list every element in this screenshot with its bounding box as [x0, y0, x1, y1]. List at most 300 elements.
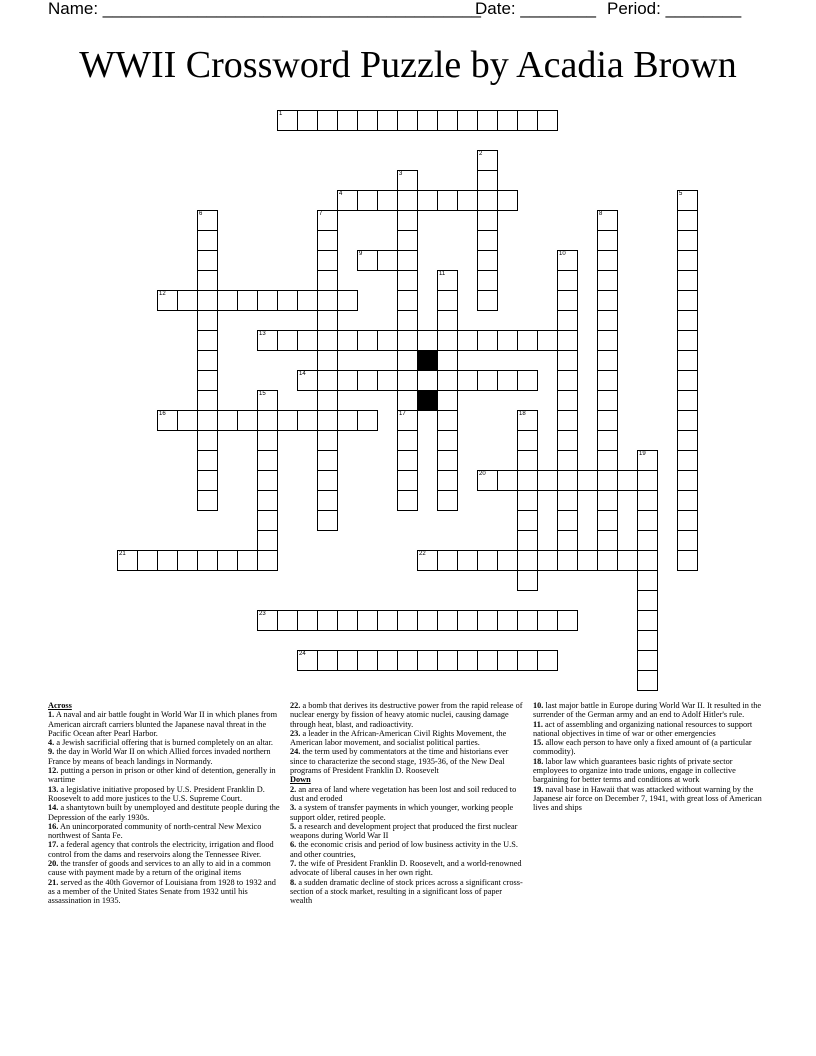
grid-cell[interactable]: [677, 510, 698, 531]
grid-cell[interactable]: [597, 370, 618, 391]
grid-cell[interactable]: [437, 650, 458, 671]
grid-cell[interactable]: [637, 590, 658, 611]
grid-cell[interactable]: [557, 250, 578, 271]
grid-cell[interactable]: [317, 210, 338, 231]
clue-across-21: 21. served as the 40th Governor of Louisiana from 1928 to 1932 and as a member of the United States Senate from 1932 until his assassination in 1935.: [48, 877, 276, 906]
grid-cell[interactable]: [537, 330, 558, 351]
grid-cell[interactable]: [297, 410, 318, 431]
grid-cell[interactable]: [197, 250, 218, 271]
grid-cell[interactable]: [277, 330, 298, 351]
grid-cell[interactable]: [437, 330, 458, 351]
grid-cell[interactable]: [197, 350, 218, 371]
grid-cell[interactable]: [197, 450, 218, 471]
grid-cell[interactable]: [257, 530, 278, 551]
grid-cell[interactable]: [357, 190, 378, 211]
grid-cell[interactable]: [337, 330, 358, 351]
grid-cell[interactable]: [317, 510, 338, 531]
grid-cell[interactable]: [677, 390, 698, 411]
grid-cell[interactable]: [437, 370, 458, 391]
grid-cell[interactable]: [257, 330, 278, 351]
clue-number: 14: [299, 371, 306, 377]
grid-cell[interactable]: [437, 490, 458, 511]
grid-cell[interactable]: [397, 370, 418, 391]
grid-cell[interactable]: [457, 110, 478, 131]
grid-cell[interactable]: [677, 210, 698, 231]
grid-cell[interactable]: [537, 650, 558, 671]
grid-cell[interactable]: [317, 310, 338, 331]
grid-cell[interactable]: [517, 530, 538, 551]
grid-cell[interactable]: [197, 230, 218, 251]
clue-across-1: 1. A naval and air battle fought in World War II in which planes from American aircraft carriers blunted the Japanese naval threat in the Pacific Ocean after Pearl Harbor.: [48, 710, 278, 738]
grid-cell[interactable]: [557, 470, 578, 491]
clue-down-7: 7. the wife of President Franklin D. Roosevelt, and a world-renowned advocate of liberal causes in her own right.: [290, 859, 522, 878]
grid-cell[interactable]: [397, 210, 418, 231]
grid-cell[interactable]: [277, 290, 298, 311]
grid-cell[interactable]: [517, 430, 538, 451]
grid-cell[interactable]: [597, 510, 618, 531]
grid-cell[interactable]: [637, 650, 658, 671]
grid-cell[interactable]: [277, 410, 298, 431]
grid-cell[interactable]: [337, 190, 358, 211]
grid-cell[interactable]: [457, 370, 478, 391]
clues-column-1: [48, 701, 280, 906]
grid-cell[interactable]: [337, 370, 358, 391]
grid-cell[interactable]: [677, 270, 698, 291]
clue-number: 13: [259, 331, 266, 337]
grid-cell[interactable]: [437, 410, 458, 431]
grid-cell[interactable]: [197, 330, 218, 351]
clue-number: 2: [479, 151, 483, 157]
grid-cell[interactable]: [197, 410, 218, 431]
grid-cell[interactable]: [317, 650, 338, 671]
grid-cell[interactable]: [437, 110, 458, 131]
grid-cell[interactable]: [477, 150, 498, 171]
grid-cell[interactable]: [137, 550, 158, 571]
grid-cell[interactable]: [237, 410, 258, 431]
grid-cell[interactable]: [397, 330, 418, 351]
grid-cell[interactable]: [637, 450, 658, 471]
clue-across-23: 23. a leader in the African-American Civil Rights Movement, the American labor movement, and socialist political parties.: [290, 728, 507, 748]
grid-cell[interactable]: [397, 290, 418, 311]
grid-cell[interactable]: [677, 230, 698, 251]
grid-cell[interactable]: [557, 310, 578, 331]
grid-cell[interactable]: [537, 610, 558, 631]
grid-cell[interactable]: [437, 550, 458, 571]
black-cell: [417, 350, 438, 371]
clue-down-3: 3. a system of transfer payments in which younger, working people support older, retired people.: [290, 803, 514, 822]
grid-cell[interactable]: [417, 650, 438, 671]
grid-cell[interactable]: [317, 330, 338, 351]
grid-cell[interactable]: [597, 230, 618, 251]
grid-cell[interactable]: [597, 410, 618, 431]
grid-cell[interactable]: [477, 210, 498, 231]
grid-cell[interactable]: [477, 610, 498, 631]
grid-cell[interactable]: [257, 470, 278, 491]
grid-cell[interactable]: [357, 330, 378, 351]
grid-cell[interactable]: [357, 650, 378, 671]
grid-cell[interactable]: [437, 390, 458, 411]
grid-cell[interactable]: [457, 650, 478, 671]
grid-cell[interactable]: [417, 190, 438, 211]
grid-cell[interactable]: [637, 530, 658, 551]
grid-cell[interactable]: [357, 610, 378, 631]
grid-cell[interactable]: [257, 490, 278, 511]
grid-cell[interactable]: [357, 110, 378, 131]
grid-cell[interactable]: [517, 610, 538, 631]
grid-cell[interactable]: [437, 450, 458, 471]
grid-cell[interactable]: [257, 550, 278, 571]
grid-cell[interactable]: [377, 250, 398, 271]
grid-cell[interactable]: [597, 250, 618, 271]
grid-cell[interactable]: [477, 230, 498, 251]
grid-cell[interactable]: [317, 110, 338, 131]
grid-cell[interactable]: [597, 470, 618, 491]
grid-cell[interactable]: [557, 370, 578, 391]
grid-cell[interactable]: [677, 410, 698, 431]
grid-cell[interactable]: [317, 250, 338, 271]
grid-cell[interactable]: [517, 330, 538, 351]
grid-cell[interactable]: [477, 370, 498, 391]
grid-cell[interactable]: [437, 430, 458, 451]
grid-cell[interactable]: [317, 290, 338, 311]
grid-cell[interactable]: [297, 110, 318, 131]
grid-cell[interactable]: [257, 510, 278, 531]
grid-cell[interactable]: [517, 470, 538, 491]
grid-cell[interactable]: [677, 470, 698, 491]
grid-cell[interactable]: [437, 290, 458, 311]
grid-cell[interactable]: [397, 250, 418, 271]
grid-cell[interactable]: [397, 190, 418, 211]
grid-cell[interactable]: [597, 350, 618, 371]
grid-cell[interactable]: [457, 330, 478, 351]
grid-cell[interactable]: [637, 470, 658, 491]
clue-across-14: 14. a shantytown built by unemployed and destitute people during the Depression of the early 1930s.: [48, 803, 280, 822]
grid-cell[interactable]: [197, 470, 218, 491]
grid-cell[interactable]: [397, 450, 418, 471]
down-heading: Down: [290, 775, 311, 785]
black-cell: [417, 390, 438, 411]
grid-cell[interactable]: [397, 650, 418, 671]
grid-cell[interactable]: [517, 490, 538, 511]
clue-down-18: 18. labor law which guarantees basic rights of private sector employees to organize into trade unions, engage in collective bargaining for better terms and conditions at work: [533, 756, 736, 785]
grid-cell[interactable]: [317, 610, 338, 631]
grid-cell[interactable]: [157, 290, 178, 311]
grid-cell[interactable]: [497, 550, 518, 571]
grid-cell[interactable]: [637, 610, 658, 631]
grid-cell[interactable]: [297, 290, 318, 311]
clue-across-4: 4. a Jewish sacrificial offering that is burned completely on an altar.: [48, 738, 273, 748]
grid-cell[interactable]: [177, 550, 198, 571]
clue-number: 19: [639, 451, 646, 457]
grid-cell[interactable]: [257, 450, 278, 471]
clue-number: 17: [399, 411, 406, 417]
grid-cell[interactable]: [217, 550, 238, 571]
grid-cell[interactable]: [597, 290, 618, 311]
grid-cell[interactable]: [497, 330, 518, 351]
grid-cell[interactable]: [477, 330, 498, 351]
grid-cell[interactable]: [457, 550, 478, 571]
clue-number: 15: [259, 391, 266, 397]
grid-cell[interactable]: [597, 270, 618, 291]
grid-cell[interactable]: [277, 610, 298, 631]
clue-number: 4: [339, 191, 343, 197]
grid-cell[interactable]: [517, 450, 538, 471]
grid-cell[interactable]: [517, 510, 538, 531]
grid-cell[interactable]: [677, 550, 698, 571]
grid-cell[interactable]: [677, 530, 698, 551]
grid-cell[interactable]: [597, 310, 618, 331]
grid-cell[interactable]: [517, 370, 538, 391]
grid-cell[interactable]: [677, 310, 698, 331]
grid-cell[interactable]: [317, 270, 338, 291]
grid-cell[interactable]: [197, 290, 218, 311]
grid-cell[interactable]: [377, 190, 398, 211]
grid-cell[interactable]: [677, 250, 698, 271]
grid-cell[interactable]: [157, 410, 178, 431]
grid-cell[interactable]: [217, 410, 238, 431]
grid-cell[interactable]: [357, 250, 378, 271]
grid-cell[interactable]: [457, 610, 478, 631]
grid-cell[interactable]: [557, 430, 578, 451]
grid-cell[interactable]: [437, 470, 458, 491]
grid-cell[interactable]: [597, 390, 618, 411]
clue-down-5: 5. a research and development project that produced the first nuclear weapons during World War II: [290, 821, 518, 841]
grid-cell[interactable]: [257, 290, 278, 311]
clue-across-24: 24. the term used by commentators at the time and historians ever since to characterize the second stage, 1935-36, of the New Deal programs of President Franklin D. Roosevelt: [290, 747, 509, 776]
grid-cell[interactable]: [577, 470, 598, 491]
across-heading: Across: [48, 701, 72, 710]
grid-cell[interactable]: [637, 670, 658, 691]
grid-cell[interactable]: [497, 190, 518, 211]
grid-cell[interactable]: [557, 450, 578, 471]
grid-cell[interactable]: [557, 530, 578, 551]
period-field[interactable]: Period: ________: [607, 0, 742, 18]
grid-cell[interactable]: [637, 510, 658, 531]
grid-cell[interactable]: [377, 110, 398, 131]
grid-cell[interactable]: [677, 490, 698, 511]
grid-cell[interactable]: [177, 290, 198, 311]
grid-cell[interactable]: [557, 610, 578, 631]
grid-cell[interactable]: [397, 310, 418, 331]
clues-column-2: [290, 701, 523, 906]
grid-cell[interactable]: [317, 410, 338, 431]
clue-number: 9: [359, 251, 363, 257]
clue-number: 6: [199, 211, 203, 217]
grid-cell[interactable]: [337, 110, 358, 131]
grid-cell[interactable]: [497, 110, 518, 131]
grid-cell[interactable]: [517, 650, 538, 671]
grid-cell[interactable]: [517, 570, 538, 591]
clue-number: 23: [259, 611, 266, 617]
grid-cell[interactable]: [637, 490, 658, 511]
grid-cell[interactable]: [377, 330, 398, 351]
grid-cell[interactable]: [457, 190, 478, 211]
grid-cell[interactable]: [157, 550, 178, 571]
grid-cell[interactable]: [637, 550, 658, 571]
grid-cell[interactable]: [397, 230, 418, 251]
grid-cell[interactable]: [497, 650, 518, 671]
grid-cell[interactable]: [437, 270, 458, 291]
grid-cell[interactable]: [397, 430, 418, 451]
grid-cell[interactable]: [517, 410, 538, 431]
grid-cell[interactable]: [337, 610, 358, 631]
grid-cell[interactable]: [557, 490, 578, 511]
page-title: WWII Crossword Puzzle by Acadia Brown: [79, 44, 737, 86]
grid-cell[interactable]: [477, 290, 498, 311]
grid-cell[interactable]: [557, 510, 578, 531]
grid-cell[interactable]: [557, 410, 578, 431]
grid-cell[interactable]: [397, 610, 418, 631]
grid-cell[interactable]: [237, 290, 258, 311]
grid-cell[interactable]: [277, 110, 298, 131]
grid-cell[interactable]: [257, 390, 278, 411]
clue-number: 11: [439, 271, 446, 277]
grid-cell[interactable]: [617, 550, 638, 571]
grid-cell[interactable]: [557, 390, 578, 411]
grid-cell[interactable]: [537, 470, 558, 491]
grid-cell[interactable]: [177, 410, 198, 431]
grid-cell[interactable]: [677, 350, 698, 371]
grid-cell[interactable]: [297, 330, 318, 351]
grid-cell[interactable]: [637, 570, 658, 591]
grid-cell[interactable]: [377, 650, 398, 671]
grid-cell[interactable]: [417, 610, 438, 631]
grid-cell[interactable]: [397, 270, 418, 291]
grid-cell[interactable]: [317, 430, 338, 451]
grid-cell[interactable]: [677, 330, 698, 351]
grid-cell[interactable]: [357, 410, 378, 431]
clue-number: 7: [319, 211, 323, 217]
clue-across-20: 20. the transfer of goods and services to an ally to aid in a common cause with payment made by a return of the original items: [48, 859, 271, 878]
grid-cell[interactable]: [297, 370, 318, 391]
clue-across-17: 17. a federal agency that controls the electricity, irrigation and flood control from the dams and reservoirs along the Tennessee River.: [48, 840, 274, 859]
grid-cell[interactable]: [197, 390, 218, 411]
grid-cell[interactable]: [397, 110, 418, 131]
grid-cell[interactable]: [237, 550, 258, 571]
grid-cell[interactable]: [297, 650, 318, 671]
clue-number: 10: [559, 251, 566, 257]
grid-cell[interactable]: [677, 190, 698, 211]
grid-cell[interactable]: [317, 230, 338, 251]
grid-cell[interactable]: [417, 110, 438, 131]
clue-down-19: 19. naval base in Hawaii that was attacked without warning by the Japanese air force on December 7, 1941, with great loss of American lives and ships: [533, 784, 762, 813]
grid-cell[interactable]: [497, 370, 518, 391]
grid-cell[interactable]: [477, 470, 498, 491]
grid-cell[interactable]: [197, 210, 218, 231]
grid-cell[interactable]: [317, 470, 338, 491]
grid-cell[interactable]: [577, 550, 598, 571]
grid-cell[interactable]: [437, 350, 458, 371]
grid-cell[interactable]: [557, 330, 578, 351]
grid-cell[interactable]: [197, 370, 218, 391]
grid-cell[interactable]: [337, 650, 358, 671]
grid-cell[interactable]: [477, 250, 498, 271]
grid-cell[interactable]: [397, 490, 418, 511]
grid-cell[interactable]: [197, 490, 218, 511]
grid-cell[interactable]: [397, 170, 418, 191]
grid-cell[interactable]: [397, 470, 418, 491]
grid-cell[interactable]: [597, 430, 618, 451]
grid-cell[interactable]: [477, 110, 498, 131]
grid-cell[interactable]: [597, 450, 618, 471]
clue-number: 18: [519, 411, 526, 417]
grid-cell[interactable]: [417, 330, 438, 351]
grid-cell[interactable]: [477, 270, 498, 291]
grid-cell[interactable]: [197, 550, 218, 571]
grid-cell[interactable]: [117, 550, 138, 571]
grid-cell[interactable]: [557, 550, 578, 571]
grid-cell[interactable]: [197, 270, 218, 291]
grid-cell[interactable]: [397, 350, 418, 371]
grid-cell[interactable]: [197, 310, 218, 331]
clue-down-2: 2. an area of land where vegetation has been lost and soil reduced to dust and eroded: [290, 784, 517, 803]
grid-cell[interactable]: [597, 490, 618, 511]
grid-cell[interactable]: [497, 610, 518, 631]
grid-cell[interactable]: [677, 450, 698, 471]
grid-cell[interactable]: [417, 370, 438, 391]
grid-cell[interactable]: [477, 550, 498, 571]
grid-cell[interactable]: [557, 290, 578, 311]
grid-cell[interactable]: [377, 370, 398, 391]
grid-cell[interactable]: [317, 490, 338, 511]
grid-cell[interactable]: [597, 550, 618, 571]
grid-cell[interactable]: [377, 610, 398, 631]
grid-cell[interactable]: [517, 110, 538, 131]
grid-cell[interactable]: [677, 430, 698, 451]
grid-cell[interactable]: [617, 470, 638, 491]
grid-cell[interactable]: [677, 290, 698, 311]
grid-cell[interactable]: [317, 450, 338, 471]
grid-cell[interactable]: [397, 390, 418, 411]
grid-cell[interactable]: [337, 410, 358, 431]
grid-cell[interactable]: [537, 550, 558, 571]
grid-cell[interactable]: [637, 630, 658, 651]
grid-cell[interactable]: [517, 550, 538, 571]
grid-cell[interactable]: [557, 270, 578, 291]
grid-cell[interactable]: [257, 610, 278, 631]
grid-cell[interactable]: [337, 290, 358, 311]
grid-cell[interactable]: [477, 190, 498, 211]
grid-cell[interactable]: [417, 550, 438, 571]
grid-cell[interactable]: [537, 110, 558, 131]
grid-cell[interactable]: [317, 370, 338, 391]
grid-cell[interactable]: [197, 430, 218, 451]
grid-cell[interactable]: [497, 470, 518, 491]
date-field[interactable]: Date: ________: [475, 0, 596, 18]
name-field[interactable]: Name: ________________________________________: [48, 0, 481, 18]
grid-cell[interactable]: [257, 430, 278, 451]
grid-cell[interactable]: [317, 390, 338, 411]
grid-cell[interactable]: [677, 370, 698, 391]
grid-cell[interactable]: [437, 610, 458, 631]
clue-across-16: 16. An unincorporated community of north-central New Mexico northwest of Santa Fe.: [48, 821, 262, 841]
grid-cell[interactable]: [317, 350, 338, 371]
grid-cell[interactable]: [297, 610, 318, 631]
grid-cell[interactable]: [357, 370, 378, 391]
grid-cell[interactable]: [597, 330, 618, 351]
grid-cell[interactable]: [597, 530, 618, 551]
clue-number: 16: [159, 411, 166, 417]
grid-cell[interactable]: [477, 170, 498, 191]
grid-cell[interactable]: [217, 290, 238, 311]
grid-cell[interactable]: [257, 410, 278, 431]
grid-cell[interactable]: [597, 210, 618, 231]
grid-cell[interactable]: [437, 310, 458, 331]
grid-cell[interactable]: [437, 190, 458, 211]
grid-cell[interactable]: [557, 350, 578, 371]
grid-cell[interactable]: [477, 650, 498, 671]
grid-cell[interactable]: [397, 410, 418, 431]
